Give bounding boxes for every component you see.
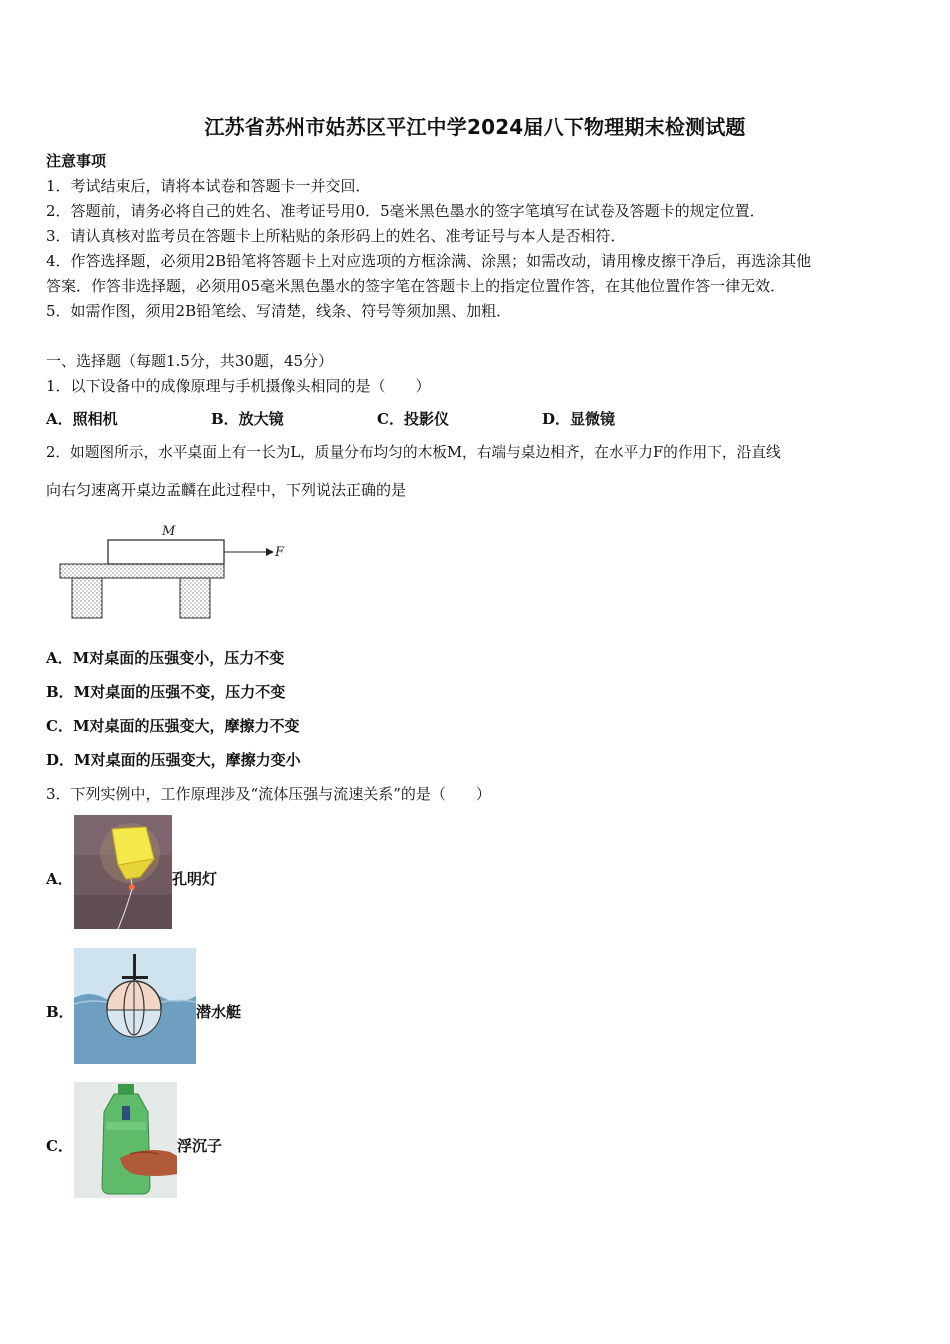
- notice-item: 4．作答选择题，必须用2B铅笔将答题卡上对应选项的方框涂满、涂黑；如需改动，请用橡皮擦干净后，再选涂其他: [46, 252, 812, 270]
- board-m-label: M: [162, 524, 176, 539]
- option-letter: A．: [46, 870, 73, 888]
- notice-item: 1．考试结束后，请将本试卷和答题卡一并交回．: [46, 177, 371, 195]
- question-1-options: [46, 408, 746, 430]
- notice-heading: 注意事项: [46, 152, 107, 170]
- question-2-option-c: C．M对桌面的压强变大，摩擦力不变: [46, 717, 300, 735]
- notice-item: 答案．作答非选择题，必须用05毫米黑色墨水的签字笔在答题卡上的指定位置作答，在其他位置作答一律无效．: [46, 277, 786, 295]
- table-top: [60, 564, 224, 578]
- question-2-stem-line2: 向右匀速离开桌边孟麟在此过程中，下列说法正确的是: [46, 481, 407, 499]
- question-2-option-b: B．M对桌面的压强不变，压力不变: [46, 683, 286, 701]
- option-c: C．投影仪: [377, 410, 449, 428]
- option-letter: B．: [46, 1003, 74, 1021]
- option-label: 潜水艇: [196, 1003, 242, 1021]
- question-2-stem-line1: 2．如题图所示，水平桌面上有一长为L，质量分布均匀的木板M，右端与桌边相齐，在水平力F的作用下，沿直线: [46, 444, 781, 461]
- option-a: A．照相机: [46, 410, 118, 428]
- notice-item: 3．请认真核对监考员在答题卡上所粘贴的条形码上的姓名、准考证号与本人是否相符．: [46, 227, 626, 245]
- sky-lantern-picture: [74, 815, 172, 929]
- question-2-option-a: A．M对桌面的压强变小，压力不变: [46, 649, 285, 667]
- force-f-label: F: [275, 545, 285, 560]
- submarine-model-picture: [74, 948, 196, 1064]
- cartesian-diver-bottle-picture: [74, 1082, 177, 1198]
- table-leg-left: [72, 578, 102, 618]
- force-arrow-head: [266, 548, 274, 556]
- page-title: 江苏省苏州市姑苏区平江中学2024届八下物理期末检测试题: [204, 115, 746, 139]
- question-3-option-c: [46, 1082, 346, 1198]
- board-on-table-figure: [56, 520, 296, 622]
- option-letter: C．: [46, 1137, 73, 1155]
- option-d: D．显微镜: [542, 410, 616, 428]
- question-2-option-d: D．M对桌面的压强变大，摩擦力变小: [46, 751, 301, 769]
- option-b: B．放大镜: [211, 410, 284, 428]
- question-3-option-a: [46, 815, 346, 930]
- option-label: 浮沉子: [177, 1137, 223, 1155]
- section-heading: 一、选择题（每题1.5分，共30题，45分）: [46, 352, 334, 370]
- board-m: [108, 540, 224, 564]
- table-leg-right: [180, 578, 210, 618]
- notice-item: 2．答题前，请务必将自己的姓名、准考证号用0．5毫米黑色墨水的签字笔填写在试卷及答题卡的规定位置．: [46, 202, 765, 220]
- notice-item: 5．如需作图，须用2B铅笔绘、写清楚，线条、符号等须加黑、加粗．: [46, 302, 512, 320]
- question-3-option-b: [46, 948, 346, 1064]
- option-label: 孔明灯: [172, 870, 218, 888]
- question-1-stem: 1．以下设备中的成像原理与手机摄像头相同的是（ ）: [46, 377, 431, 395]
- question-3-stem: 3．下列实例中，工作原理涉及“流体压强与流速关系”的是（ ）: [46, 785, 491, 803]
